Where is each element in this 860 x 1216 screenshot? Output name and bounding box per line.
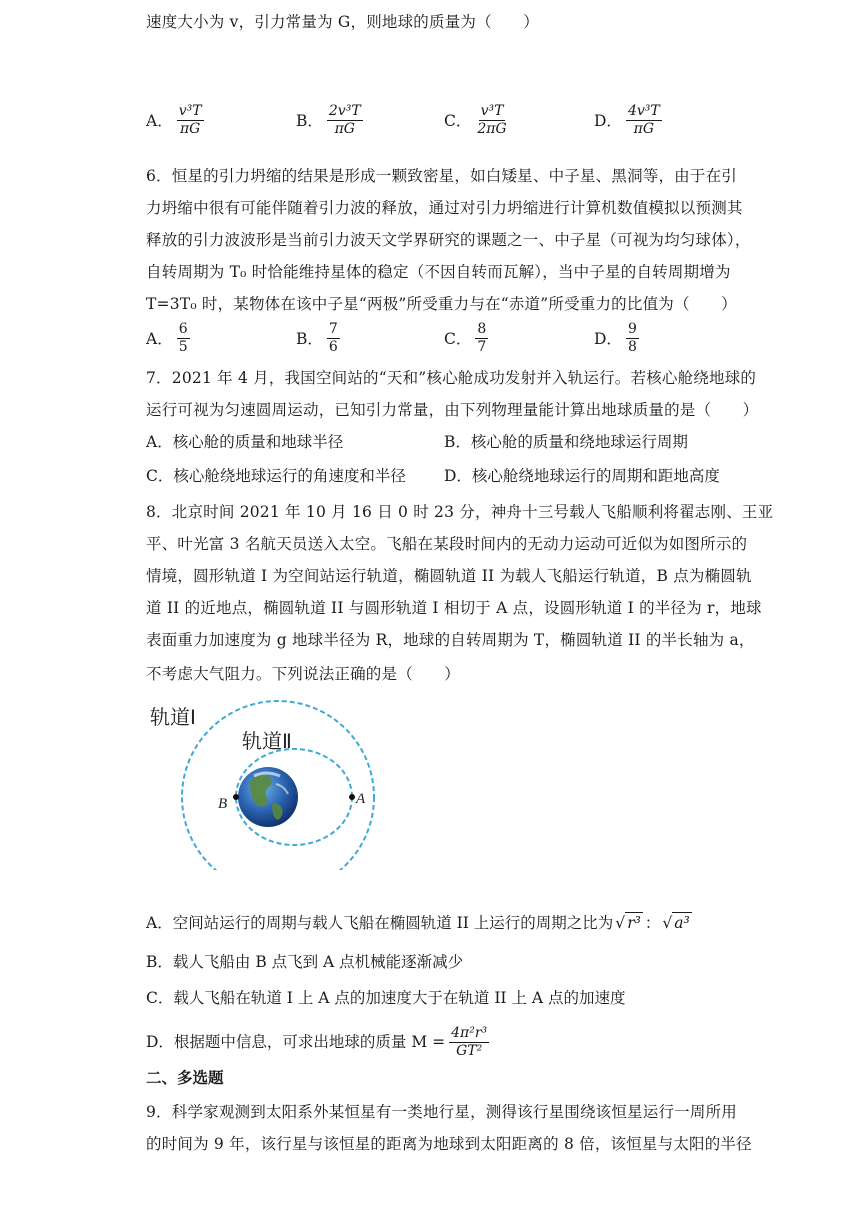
sqrt-r: √ r³ <box>615 914 641 932</box>
orbit-2-label: 轨道Ⅱ <box>242 731 292 753</box>
q5-options <box>146 98 786 142</box>
q6-line-4: 自转周期为 T₀ 时恰能维持星体的稳定（不因自转而瓦解），当中子星的自转周期增为 <box>146 263 731 281</box>
q6-options <box>146 316 786 360</box>
fraction: $\frac{\text{2v³T}}{\pi G}$ <box>328 102 361 137</box>
q5-option-d[interactable]: D． $\frac{\text{4v³T}}{\pi G}$ <box>594 102 660 137</box>
q8-line-4: 道 II 的近地点，椭圆轨道 II 与圆形轨道 I 相切于 A 点，设圆形轨道 I 的半径为 r，地球 <box>146 599 762 617</box>
sqrt-a: √ a³ <box>662 914 690 932</box>
q6-option-a[interactable]: A． $\frac{6}{5}$ <box>146 320 188 355</box>
q5-option-a[interactable]: A． $\frac{\text{v³T}}{\pi G}$ <box>146 102 202 137</box>
q7-option-c[interactable]: C．核心舱绕地球运行的角速度和半径 <box>146 467 406 485</box>
q7-line-1: 7．2021 年 4 月，我国空间站的“天和”核心舱成功发射并入轨运行。若核心舱绕地球的 <box>146 369 757 387</box>
q8-option-b[interactable]: B．载人飞船由 B 点飞到 A 点机械能逐渐减少 <box>146 953 464 971</box>
q7-option-d[interactable]: D．核心舱绕地球运行的周期和距地高度 <box>444 467 720 485</box>
fraction: $\frac{7}{6}$ <box>328 320 338 355</box>
q6-option-b[interactable]: B． $\frac{7}{6}$ <box>296 320 338 355</box>
q6-line-1: 6．恒星的引力坍缩的结果是形成一颗致密星，如白矮星、中子星、黑洞等，由于在引 <box>146 167 737 185</box>
fraction: $\frac{9}{8}$ <box>627 320 637 355</box>
q8-line-5: 表面重力加速度为 g 地球半径为 R，地球的自转周期为 T，椭圆轨道 II 的半长轴为 a， <box>146 631 755 649</box>
point-a-label: A <box>356 791 366 807</box>
point-b-label: B <box>218 796 228 812</box>
q8-option-c[interactable]: C．载人飞船在轨道 I 上 A 点的加速度大于在轨道 II 上 A 点的加速度 <box>146 989 626 1007</box>
q6-line-2: 力坍缩中很有可能伴随着引力波的释放，通过对引力坍缩进行计算机数值模拟以预测其 <box>146 199 743 217</box>
fraction: $\frac{\text{v³T}}{2\pi G}$ <box>477 102 507 137</box>
q6-option-c[interactable]: C． $\frac{8}{7}$ <box>444 320 487 355</box>
section-heading: 二、多选题 <box>146 1068 224 1087</box>
q7-line-2: 运行可视为匀速圆周运动，已知引力常量，由下列物理量能计算出地球质量的是（ ） <box>146 401 759 419</box>
q6-option-d[interactable]: D． $\frac{9}{8}$ <box>594 320 637 355</box>
orbit-diagram <box>146 700 386 870</box>
q8-option-d[interactable]: D．根据题中信息，可求出地球的质量 M = $\frac{\text{4π²r³}}{\text{GT²}}$ <box>146 1024 488 1059</box>
q5-stem: 速度大小为 v，引力常量为 G，则地球的质量为（ ） <box>146 13 539 31</box>
point-b-dot <box>233 794 239 800</box>
q6-line-3: 释放的引力波波形是当前引力波天文学界研究的课题之一、中子星（可视为均匀球体）， <box>146 231 751 249</box>
q7-option-b[interactable]: B．核心舱的质量和绕地球运行周期 <box>444 433 688 451</box>
q6-line-5: T=3T₀ 时，某物体在该中子星“两极”所受重力与在“赤道”所受重力的比值为（ ） <box>146 295 737 313</box>
earth-icon <box>238 767 298 827</box>
fraction: $\frac{\text{4v³T}}{\pi G}$ <box>627 102 660 137</box>
q5-option-c[interactable]: C． $\frac{\text{v³T}}{2\pi G}$ <box>444 102 507 137</box>
orbit-1-label: 轨道Ⅰ <box>150 707 196 729</box>
fraction: $\frac{\text{v³T}}{\pi G}$ <box>178 102 202 137</box>
fraction: $\frac{\text{4π²r³}}{\text{GT²}}$ <box>451 1024 488 1059</box>
q7-option-a[interactable]: A．核心舱的质量和地球半径 <box>146 433 344 451</box>
fraction: $\frac{6}{5}$ <box>178 320 188 355</box>
q8-line-1: 8．北京时间 2021 年 10 月 16 日 0 时 23 分，神舟十三号载人飞船顺利将翟志刚、王亚 <box>146 503 774 521</box>
q8-line-3: 情境，圆形轨道 I 为空间站运行轨道，椭圆轨道 II 为载人飞船运行轨道，B 点为椭圆轨 <box>146 567 752 585</box>
q8-line-2: 平、叶光富 3 名航天员送入太空。飞船在某段时间内的无动力运动可近似为如图所示的 <box>146 535 748 553</box>
q9-line-1: 9．科学家观测到太阳系外某恒星有一类地行星，测得该行星围绕该恒星运行一周所用 <box>146 1103 737 1121</box>
q5-option-b[interactable]: B． $\frac{\text{2v³T}}{\pi G}$ <box>296 102 361 137</box>
fraction: $\frac{8}{7}$ <box>477 320 487 355</box>
q8-option-a[interactable]: A．空间站运行的周期与载人飞船在椭圆轨道 II 上运行的周期之比为 √ r³ ： √ a³ <box>146 914 690 932</box>
point-a-dot <box>349 794 355 800</box>
q9-line-2: 的时间为 9 年，该行星与该恒星的距离为地球到太阳距离的 8 倍，该恒星与太阳的半径 <box>146 1135 752 1153</box>
q8-line-6: 不考虑大气阻力。下列说法正确的是（ ） <box>146 665 461 683</box>
